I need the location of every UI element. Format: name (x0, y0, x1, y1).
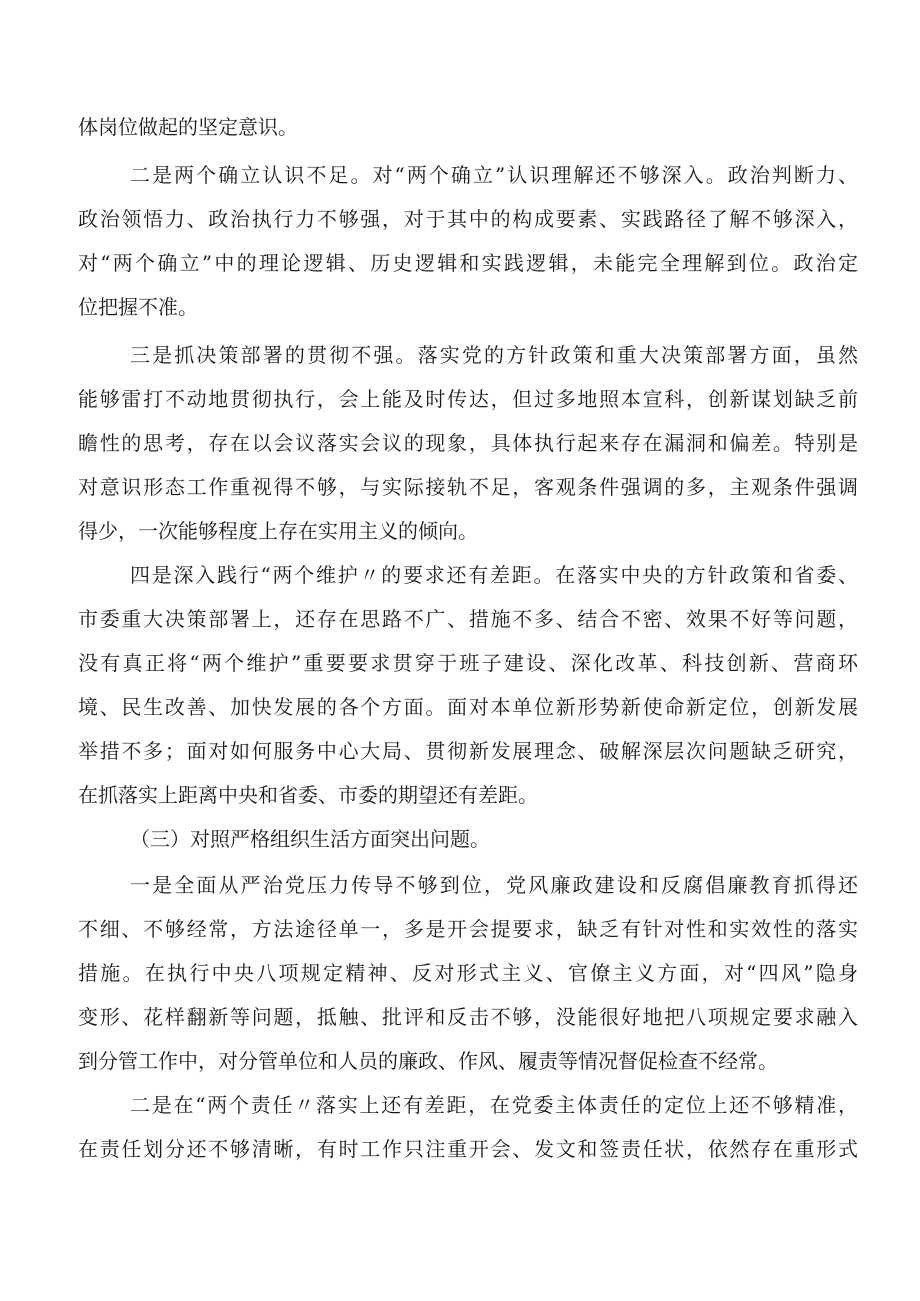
section-heading: （三）对照严格组织生活方面突出问题。 (130, 827, 490, 851)
paragraph-line: 能够雷打不动地贯彻执行，会上能及时传达，但过多地照本宣科，创新谋划缺乏前 (78, 387, 858, 411)
paragraph-line: 市委重大决策部署上，还存在思路不广、措施不多、结合不密、效果不好等问题， (78, 607, 858, 631)
paragraph-line: 二是在“两个责任〃落实上还有差距，在党委主体责任的定位上还不够精准， (130, 1093, 858, 1117)
paragraph-line: 二是两个确立认识不足。对“两个确立”认识理解还不够深入。政治判断力、 (130, 163, 858, 187)
paragraph-line: 瞻性的思考，存在以会议落实会议的现象，具体执行起来存在漏洞和偏差。特别是 (78, 431, 858, 455)
paragraph-line: 对意识形态工作重视得不够，与实际接轨不足，客观条件强调的多，主观条件强调 (78, 475, 858, 499)
paragraph-line: 在抓落实上距离中央和省委、市委的期望还有差距。 (78, 783, 538, 807)
paragraph-line: 对“两个确立”中的理论逻辑、历史逻辑和实践逻辑，未能完全理解到位。政治定 (78, 251, 858, 275)
paragraph-line: 境、民生改善、加快发展的各个方面。面对本单位新形势新使命新定位，创新发展 (78, 695, 858, 719)
paragraph-line: 在责任划分还不够清晰，有时工作只注重开会、发文和签责任状，依然存在重形式 (78, 1137, 858, 1161)
paragraph-line: 不细、不够经常，方法途径单一，多是开会提要求，缺乏有针对性和实效性的落实 (78, 917, 858, 941)
paragraph-line: 措施。在执行中央八项规定精神、反对形式主义、官僚主义方面，对“四风”隐身 (78, 961, 858, 985)
paragraph-line: 到分管工作中，对分管单位和人员的廉政、作风、履责等情况督促检查不经常。 (78, 1049, 778, 1073)
paragraph-line: 体岗位做起的坚定意识。 (78, 115, 298, 139)
paragraph-line: 四是深入践行“两个维护〃的要求还有差距。在落实中央的方针政策和省委、 (130, 563, 858, 587)
paragraph-line: 三是抓决策部署的贯彻不强。落实党的方针政策和重大决策部署方面，虽然 (130, 343, 858, 367)
paragraph-line: 位把握不准。 (78, 295, 198, 319)
paragraph-line: 举措不多；面对如何服务中心大局、贯彻新发展理念、破解深层次问题缺乏研究， (78, 739, 858, 763)
paragraph-line: 政治领悟力、政治执行力不够强，对于其中的构成要素、实践路径了解不够深入， (78, 207, 858, 231)
paragraph-line: 一是全面从严治党压力传导不够到位，党风廉政建设和反腐倡廉教育抓得还 (130, 873, 858, 897)
paragraph-line: 没有真正将“两个维护”重要要求贯穿于班子建设、深化改革、科技创新、营商环 (78, 651, 858, 675)
paragraph-line: 变形、花样翻新等问题，抵触、批评和反击不够，没能很好地把八项规定要求融入 (78, 1005, 858, 1029)
paragraph-line: 得少，一次能够程度上存在实用主义的倾向。 (78, 519, 478, 543)
